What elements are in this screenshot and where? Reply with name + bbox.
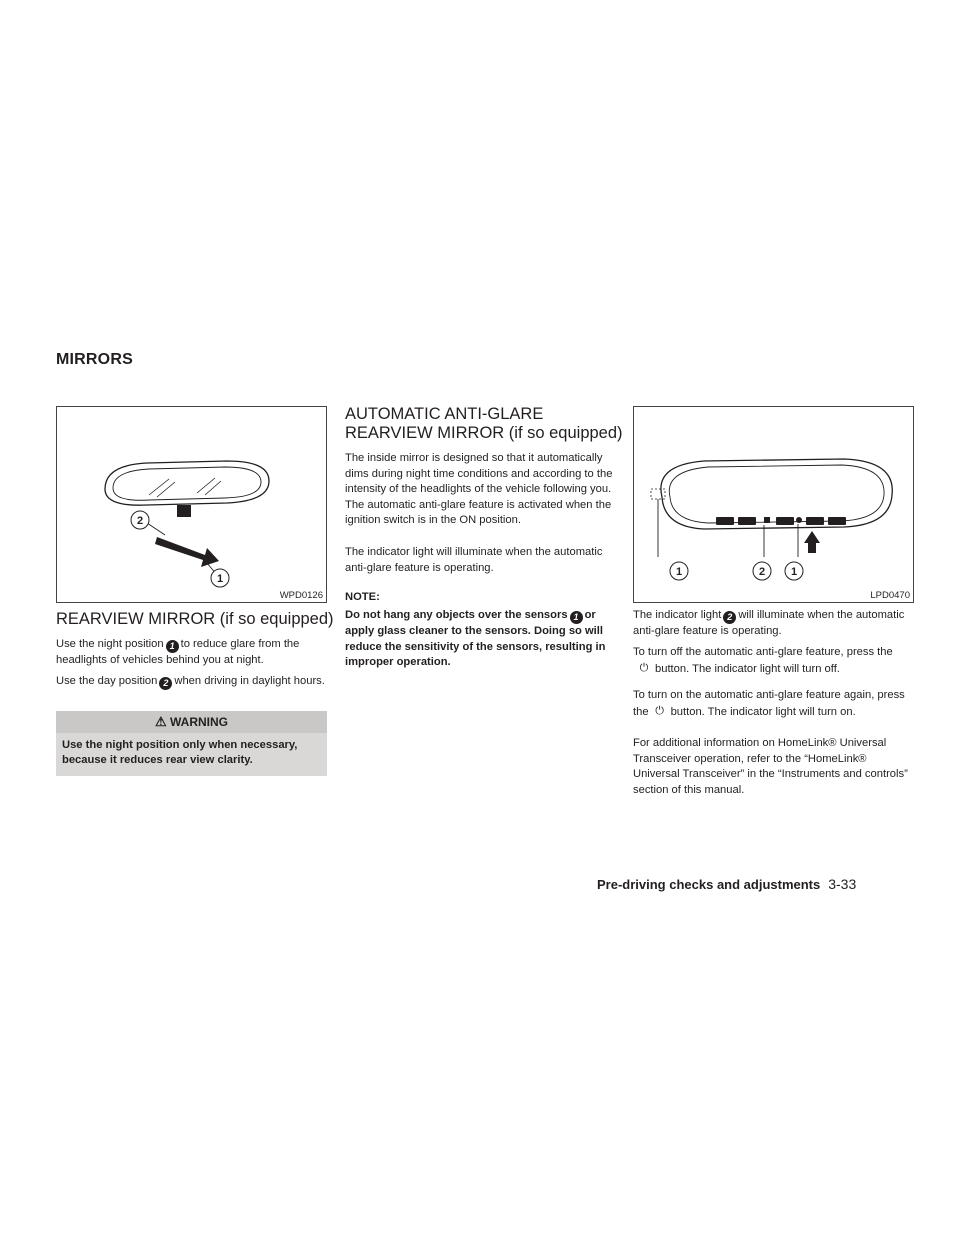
night-position-paragraph: Use the night position 1 to reduce glare from the headlights of vehicles behind you at night. bbox=[56, 638, 300, 666]
day-position-paragraph: Use the day position 2 when driving in daylight hours. bbox=[56, 675, 325, 688]
warning-box bbox=[56, 711, 327, 776]
power-icon: ⏻ bbox=[655, 704, 664, 717]
warning-text: Use the night position only when necessary, because it reduces rear view clarity. bbox=[62, 739, 298, 766]
rearview-mirror-illustration bbox=[57, 407, 326, 602]
callout-2: 2 bbox=[758, 566, 766, 578]
callout-badge: 2 bbox=[159, 677, 172, 690]
auto-mirror-paragraph: The inside mirror is designed so that it automatically dims during night time conditions and according to the intensity of the headlights of the vehicle following you. The automatic anti-glare feature is activated when the ignition switch is in the ON position. bbox=[345, 452, 613, 526]
callout-1a: 1 bbox=[675, 566, 683, 578]
callout-badge: 1 bbox=[570, 611, 583, 624]
callout-1: 1 bbox=[216, 573, 224, 585]
indicator-light-paragraph: The indicator light 2 will illuminate when the automatic anti-glare feature is operating. bbox=[633, 609, 905, 637]
page-footer bbox=[597, 876, 907, 892]
callout-2: 2 bbox=[136, 515, 144, 527]
figure-id: LPD0470 bbox=[870, 590, 910, 601]
indicator-paragraph: The indicator light will illuminate when the automatic anti-glare feature is operating. bbox=[345, 546, 603, 574]
page-number: 3-33 bbox=[828, 876, 857, 892]
warning-icon: ⚠ bbox=[155, 714, 167, 729]
note-text: Do not hang any objects over the sensors 1 or apply glass cleaner to the sensors. Doing so will reduce the sensitivity of the sensors, resulting in improper operation. bbox=[345, 609, 606, 668]
turn-off-paragraph: To turn off the automatic anti-glare feature, press the⏻ button. The indicator light will turn off. bbox=[633, 646, 893, 675]
rearview-mirror-heading: REARVIEW MIRROR (if so equipped) bbox=[56, 610, 334, 628]
turn-on-paragraph: To turn on the automatic anti-glare feature again, press the ⏻ button. The indicator light will turn on. bbox=[633, 689, 905, 718]
anti-glare-mirror-illustration bbox=[634, 407, 913, 602]
homelink-paragraph: For additional information on HomeLink® Universal Transceiver operation, refer to the “HomeLink® Universal Transceiver” in the “Instruments and controls” section of this manual. bbox=[633, 737, 908, 796]
note-label: NOTE: bbox=[345, 591, 380, 603]
rearview-mirror-figure bbox=[56, 406, 327, 603]
callout-badge: 1 bbox=[166, 640, 179, 653]
anti-glare-mirror-figure bbox=[633, 406, 914, 603]
callout-1b: 1 bbox=[790, 566, 798, 578]
figure-id: WPD0126 bbox=[279, 590, 323, 601]
callout-badge: 2 bbox=[723, 611, 736, 624]
section-title: MIRRORS bbox=[56, 351, 133, 368]
power-icon: ⏻ bbox=[639, 661, 649, 674]
auto-mirror-heading: AUTOMATIC ANTI-GLARE REARVIEW MIRROR (if so equipped) bbox=[345, 405, 623, 442]
chapter-title: Pre-driving checks and adjustments bbox=[597, 877, 821, 892]
warning-header: ⚠ WARNING bbox=[56, 711, 327, 733]
